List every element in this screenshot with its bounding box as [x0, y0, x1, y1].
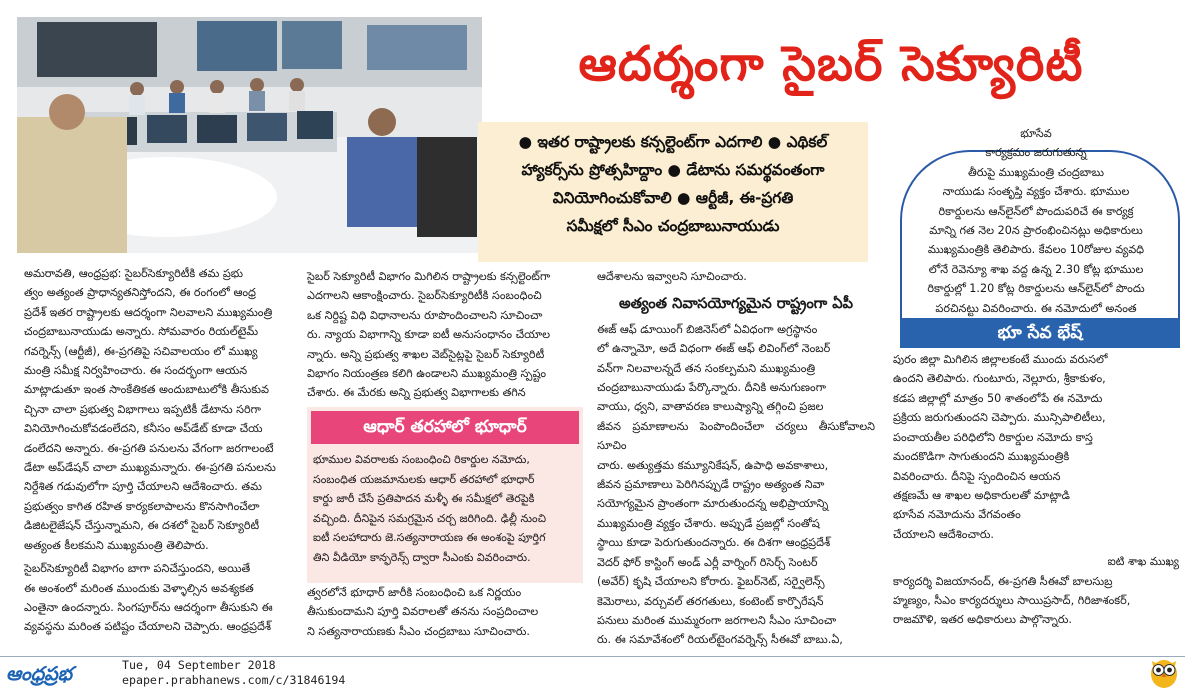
text-line: (అవేర్) కృషి చేయాలని కోరారు. ఫైబర్‌నెట్, సర్వైలెన్స్ [597, 575, 825, 589]
text-line: వివరించారు. దీనిపై స్పందించిన ఆయన [893, 469, 1061, 483]
text-line: ముఖ్యమంత్రికి తెలిపారు. కేవలం 10రోజుల వ్యవధి [927, 243, 1145, 257]
footer-meta [122, 658, 422, 690]
text-line: తీరుపై ముఖ్యమంత్రి చంద్రబాబు [967, 165, 1105, 179]
text-line: తిని వీడియో కాన్ఫరెన్స్ ద్వారా సీఎంకు వివరించారు. [313, 550, 531, 564]
deck-line: సమీక్షలో సీఎం చంద్రబాబునాయుడు [566, 217, 780, 235]
box-text [307, 450, 583, 568]
text-line: కార్యక్రమం జరుగుతున్న [985, 146, 1087, 160]
text-line: డిజిటలైజేషన్ చేస్తున్నామని, ఈ దశలో సైబర్ సెక్యూరిటీ [24, 519, 260, 533]
column-4 [893, 124, 1179, 654]
bhudhar-box [307, 407, 583, 583]
text-line: డంలేదని అన్నారు. ఈ-ప్రగతి పనులను వేగంగా జరగాలంటే [24, 441, 274, 455]
headline: ఆదర్శంగా సైబర్ సెక్యూరిటీ [578, 36, 1084, 92]
text-line: నాయుడు సంతృప్తి వ్యక్తం చేశారు. భూముల [942, 185, 1130, 199]
text-line: పరచినట్టు వివరించారు. ఈ నమోదులో అనంత [935, 301, 1137, 315]
text-line: సయోగ్యమైన ప్రాంతంగా మారుతుందన్న అభిప్రాయాన్ని [597, 497, 829, 511]
text-line: ఉందని తెలిపారు. గుంటూరు, నెల్లూరు, శ్రీకాకుళం, [893, 372, 1106, 386]
column-1 [24, 264, 300, 654]
text-line: కార్యదర్శి విజయానంద్, ఈ-ప్రగతి సీఈవో బాలసుబ్ర [893, 574, 1113, 588]
text-line: ఎదగాలని ఆకాంక్షించారు. సైబర్‌సెక్యూరిటీకి సంబంధించి [307, 289, 542, 303]
text-line: రాజమౌళి, ఇతర అధికారులు పాల్గొన్నారు. [893, 613, 1072, 627]
box-text-continued [307, 583, 583, 653]
deck-box [478, 122, 868, 262]
text-line: భూముల వివరాలకు సంబంధించి రికార్డుల నమోదు, [313, 453, 530, 466]
text-line: వచ్చింది. దీనిపైన సమగ్రమైన చర్చ జరిగింది. ఢిల్లీ నుంచి [313, 511, 547, 525]
text-line: సైబర్‌సెక్యూరిటీ విభాగం బాగా పనిచేస్తుందని, అయితే [24, 562, 251, 576]
text-line: రికార్డుల్లో 1.20 కోట్ల రికార్డులను ఆన్‌లైన్‌లో పొందు [927, 282, 1145, 296]
text-line: ముఖ్యమంత్రి వ్యక్తం చేశారు. అప్పుడే ప్రజల్లో సంతోష [597, 516, 820, 530]
text-line: మందకొడిగా సాగుతుందని ముఖ్యమంత్రికి [893, 450, 1070, 464]
text-line: చంద్రబాబునాయుడు అన్నారు. సోమవారం రియల్‌టైమ్ [24, 325, 259, 339]
text-line: రు. ఈ సమావేశంలో రియల్‌టైంగవర్నెన్స్ సీఈవో బాబు.ఏ, [597, 633, 843, 647]
text-line: న్నారు. అన్ని ప్రభుత్వ శాఖల వెబ్‌సైట్లపై సైబర్ సెక్యూరిటీ [307, 347, 545, 361]
text-line: వాయు, ధ్వని, వాతావరణ కాలుష్యాన్ని తగ్గించి ప్రజల [597, 400, 824, 414]
text-line: ని సత్యనారాయణకు సీఎం చంద్రబాబు సూచించారు. [307, 624, 530, 638]
text-line: తీసుకుందామని పూర్తి వివరాలతో తనను సంప్రదించాల [307, 605, 539, 619]
text-line: రికార్డులను ఆన్‌లైన్‌లో పొందుపరిచే ఈ కార్యక్ర [938, 204, 1134, 218]
text-line: తక్షణమే ఆ శాఖల అధికారులతో మాట్లాడి [893, 488, 1070, 502]
text-line: చ్చినా చాలా ప్రభుత్వ విభాగాలు ఇప్పటికీ డేటాను సరిగా [24, 402, 261, 416]
deck-line: వినియోగించుకోవాలి ● ఆర్టీజీ, ఈ-ప్రగతి [552, 189, 794, 207]
text-line: ప్రభుత్వం కాగిత రహిత కార్యకలాపాలను కొనసాగించేలా [24, 499, 260, 513]
box-title: ఆధార్ తరహాలో భూధార్ [311, 411, 579, 444]
text-line: వెదర్ ఫోర్ కాస్టింగ్ అండ్ ఎర్లీ వార్నింగ్ రిసెర్చ్ సెంటర్ [597, 555, 818, 569]
text-line: పంచాయతీల పరిధిలోని రికార్డుల నమోదు కాస్త [893, 430, 1093, 444]
text-line: పనులు మరింత ముమ్మరంగా జరగాలని సీఎం సూచించా [597, 613, 837, 627]
text-line: జీవన ప్రమాణాలను పెంపొందించేలా చర్యలు తీసుకోవాలని సూచిం [597, 419, 875, 453]
text-line: నిర్దేశిత గడువులోగా పూర్తి చేయాలని ఆదేశించారు. తమ [24, 480, 262, 494]
text-line: చారు. అత్యుత్తమ కమ్యూనికేషన్, ఉపాధి అవకాశాలు, [597, 458, 829, 472]
text-line: ఈజ్ ఆఫ్ డూయింగ్ బిజినెస్‌లో ఏవిధంగా అగ్రస్థానం [597, 322, 818, 336]
text-line: ఒక నిర్దిష్ట విధి విధానాలను రూపొందించాలని సూచించా [307, 308, 543, 322]
text-line: ఈ అంశంలో మరింత ముందుకు వెళ్ళాల్సిన అవశ్యకత [24, 581, 254, 595]
sidebar-top [893, 124, 1179, 318]
text-line: వినియోగించుకోవడంలేదని, కనీసం అప్‌డేట్ కూడా చేయ [24, 422, 263, 436]
text-line: సైబర్ సెక్యూరిటీ విభాగం మిగిలిన రాష్ట్రాలకు కన్సల్టెంట్‌గా [307, 270, 551, 283]
text-line: వ్యవస్థను మరింత పటిష్టం చేయాలని చెప్పారు. ఆంధ్రప్రదేశ్ [24, 620, 271, 634]
owl-icon [1148, 655, 1180, 689]
text-line: వన్‌గా నిలవాలన్నదే తన సంకల్పమని ముఖ్యమంత్రి [597, 361, 816, 375]
text-line: ఐటీ సలహాదారు జె.సత్యనారాయణ ఈ అంశంపై పూర్తిగ [313, 531, 546, 545]
control-room-photo [17, 17, 482, 253]
text-line: భూసేవ నమోదును వేగవంతం [893, 508, 1021, 522]
text-line: త్వం అత్యంత ప్రాధాన్యతనిస్తోందని, ఈ రంగంలో ఆంధ్ర [24, 286, 256, 300]
text-line: త్వరలోనే భూధార్ జారీకి సంబంధించి ఒక నిర్ణయం [307, 586, 522, 599]
text-line: కార్డు జారీ చేసే ప్రతిపాదన మళ్ళీ ఈ సమీక్షలో తెరపైకి [313, 492, 535, 506]
text-line: ఐటి శాఖ ముఖ్య [1107, 555, 1179, 569]
text-line: జీవన ప్రమాణాలు పెరిగినప్పుడే రాష్ట్రం అత్యంత నివా [597, 478, 825, 492]
text-line: ప్రదేశ్ ఇతర రాష్ట్రాలకు ఆదర్శంగా నిలవాలని ముఖ్యమంత్రి [24, 305, 273, 319]
text-line: మాన్ని గత నెల 20న ప్రారంభించినట్లు అధికారులు [929, 224, 1143, 238]
text-line: స్థాయి కూడా పెరుగుతుందన్నారు. ఈ దిశగా ఆంధ్రప్రదేశ్ [597, 536, 831, 550]
text-line: ప్రక్రియ జరుగుతుందని చెప్పారు. మున్సిపాలిటీలు, [893, 411, 1106, 425]
text-line: లోనే రెవెన్యూ శాఖ వద్ద ఉన్న 2.30 కోట్ల భూముల [928, 262, 1144, 276]
publication-logo: ఆంధ్రప్రభ [6, 663, 72, 685]
text-line: పురం జిల్లా మిగిలిన జిల్లాలకంటే ముందు వరుసలో [893, 353, 1108, 367]
text-line: మంత్రి సమీక్ష నిర్వహించారు. ఈ సందర్భంగా ఆయన [24, 364, 248, 378]
text-line: కడప జిల్లాల్లో మాత్రం 50 శాతంలోపే ఈ నమోదు [893, 391, 1103, 405]
article-photo [17, 17, 482, 253]
text-line: భూసేవ [1020, 127, 1052, 140]
subheading: అత్యంత నివాసయోగ్యమైన రాష్ట్రంగా ఏపీ [618, 295, 854, 313]
edition-date: Tue, 04 September 2018 [122, 658, 276, 672]
text-line: చంద్రబాబునాయుడు పేర్కొన్నారు. దీనికి అనుగుణంగా [597, 381, 827, 395]
text-line: చేశారు. ఈ మేరకు అన్ని ప్రభుత్వ విభాగాలకు తగిన [307, 386, 526, 400]
text-line: ఆదేశాలను ఇవ్వాలని సూచించారు. [597, 270, 747, 283]
column-2 [307, 267, 583, 412]
text-line: లో ఉన్నామో, అదే విధంగా ఈజ్ ఆఫ్ లివింగ్‌లో నెంబర్ [597, 342, 831, 356]
text-line: అమరావతి, ఆంధ్రప్రభ: సైబర్‌సెక్యూరిటీకి తమ ప్రభు [24, 267, 244, 280]
text-line: అత్యంత కీలకమని ముఖ్యమంత్రి తెలిపారు. [24, 538, 209, 552]
sidebar-heading: భూ సేవ భేష్ [900, 318, 1180, 348]
text-line: కెమెరాలు, వర్చువల్ తరగతులు, కంటెంట్ కార్పొరేషన్ [597, 594, 824, 608]
text-line: ఎంతైనా ఉందన్నారు. సింగపూర్‌ను ఆదర్శంగా తీసుకుని ఈ [24, 600, 273, 614]
text-line: హ్మణ్యం, సీఎం కార్యదర్శులు సాయిప్రసాద్, గిరిజాశంకర్, [893, 593, 1131, 607]
text-line: సంబంధిత యజమానులకు ఆధార్ తరహాలో భూధార్ [313, 472, 535, 486]
text-line: విభాగం నియంత్రణ కలిగి ఉండాలని ముఖ్యమంత్రి స్పష్టం [307, 367, 547, 381]
text-line: మాట్లాడుతూ ఇంత సాంకేతికత అందుబాటులోకి తీసుకువ [24, 383, 269, 397]
deck-line: హ్యాకర్స్‌ను ప్రోత్సహిద్దాం ● డేటాను సమర్థవంతంగా [521, 161, 825, 179]
text-line: చేయాలని ఆదేశించారు. [893, 527, 994, 541]
text-line: రు. న్యాయ విభాగాన్ని కూడా ఐటీ అనుసంధానం చేయాల [307, 328, 551, 342]
text-line: గవర్నెన్స్ (ఆర్టీజీ), ఈ-ప్రగతిపై సచివాలయం లో ముఖ్య [24, 344, 258, 358]
epaper-link[interactable]: epaper.prabhanews.com/c/31846194 [122, 673, 346, 687]
column-3 [597, 267, 875, 647]
text-line: డేటా అప్‌డేషన్ చాలా ముఖ్యమన్నారు. ఈ-ప్రగతి పనులను [24, 461, 276, 475]
deck-line: ● ఇతర రాష్ట్రాలకు కన్సల్టెంట్‌గా ఎదగాలి ● ఎథికల్ [518, 133, 828, 151]
